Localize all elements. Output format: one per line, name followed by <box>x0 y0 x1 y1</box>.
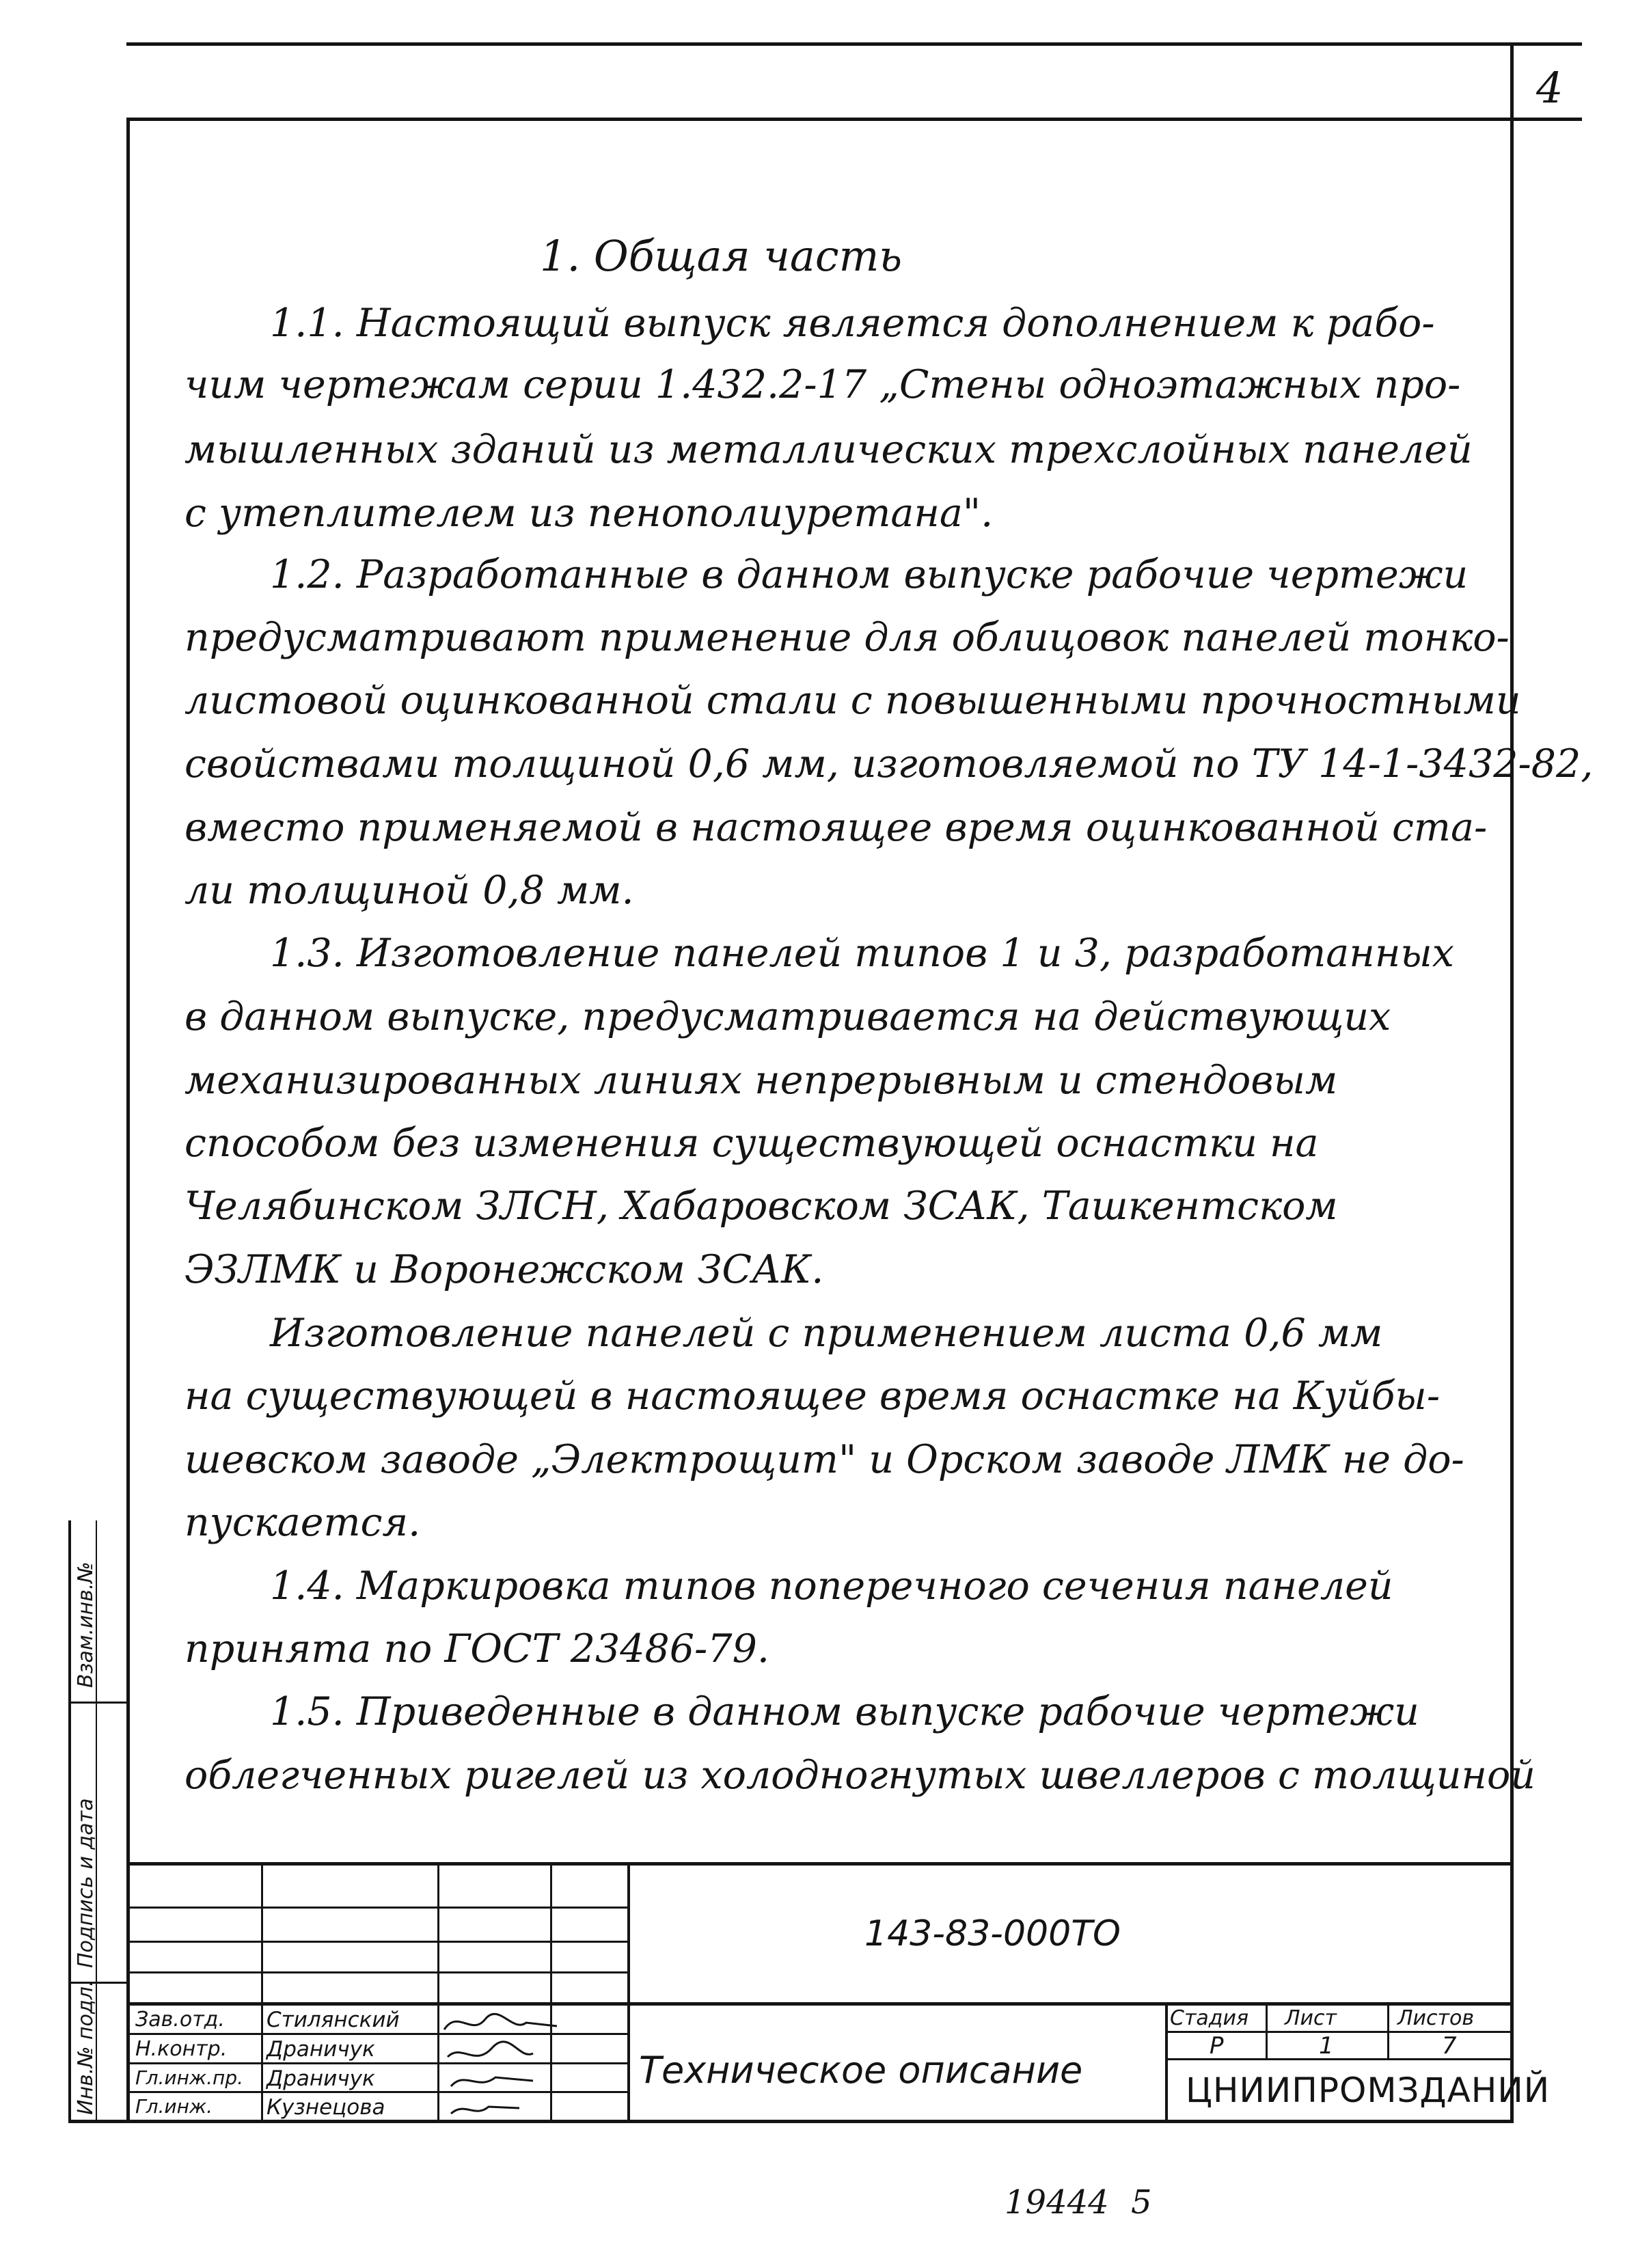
organization-name: ЦНИИПРОМЗДАНИЙ <box>1186 2071 1551 2110</box>
paragraph-line: свойствами толщиной 0,6 мм, изготовляемой по ТУ 14-1-3432-82, <box>185 741 1594 787</box>
paragraph-line: 1.2. Разработанные в данном выпуске рабочие чертежи <box>270 552 1469 597</box>
paragraph-line: на существующей в настоящее время оснастке на Куйбы- <box>185 1374 1441 1419</box>
paragraph-line: в данном выпуске, предусматривается на действующих <box>185 994 1391 1039</box>
frame-right <box>1510 42 1514 2123</box>
side-stamp-inventory: Инв.№ подл. <box>74 1980 98 2115</box>
signature <box>448 2042 533 2057</box>
paragraph-line: 1.4. Маркировка типов поперечного сечения панелей <box>270 1563 1393 1609</box>
paragraph-line: облегченных ригелей из холодногнутых швеллеров с толщиной <box>185 1753 1535 1798</box>
paragraph-line: ли толщиной 0,8 мм. <box>185 868 634 913</box>
paragraph-line: пускается. <box>185 1500 421 1545</box>
paragraph-line: Изготовление панелей с применением листа 0,6 мм <box>270 1311 1383 1356</box>
sheet-header: Лист <box>1285 2006 1337 2030</box>
person-name: Драничук <box>267 2066 375 2091</box>
paragraph-line: вместо применяемой в настоящее время оцинкованной ста- <box>185 805 1488 850</box>
paragraph-line: 1.5. Приведенные в данном выпуске рабочие чертежи <box>270 1689 1419 1734</box>
document-code: 143-83-000ТО <box>864 1913 1121 1954</box>
paragraph-line: ЭЗЛМК и Воронежском ЗСАК. <box>185 1247 824 1292</box>
paragraph-line: 1.3. Изготовление панелей типов 1 и 3, разработанных <box>270 931 1454 976</box>
paragraph-line: принята по ГОСТ 23486-79. <box>185 1626 769 1671</box>
person-name: Стилянский <box>267 2008 400 2032</box>
title-block-top <box>130 1862 1510 1866</box>
side-stamp-divider <box>68 1702 130 1704</box>
sheet-corner-number: 4 <box>1536 63 1564 113</box>
title-block-hline <box>130 1971 629 1973</box>
frame-left <box>126 118 130 2123</box>
signature <box>451 2107 519 2114</box>
side-stamp-replacement: Взам.инв.№ <box>74 1561 98 1688</box>
stage-area-left <box>1165 2002 1168 2122</box>
person-name: Драничук <box>267 2037 375 2062</box>
side-stamp-signature-date: Подпись и дата <box>74 1798 98 1968</box>
frame-top <box>126 118 1582 121</box>
role-label: Гл.инж. <box>135 2095 213 2118</box>
paragraph-line: Челябинском ЗЛСН, Хабаровском ЗСАК, Ташкентском <box>185 1184 1338 1229</box>
paragraph-line: 1.1. Настоящий выпуск является дополнением к рабо- <box>270 301 1435 346</box>
stage-area-vline <box>1387 2002 1389 2060</box>
title-block-hline <box>130 1941 629 1943</box>
paragraph-line: механизированных линиях непрерывным и стендовым <box>185 1058 1338 1103</box>
signature-scribbles <box>437 2006 560 2122</box>
title-block-vline <box>261 1862 263 2122</box>
role-label: Н.контр. <box>135 2037 228 2061</box>
role-label: Гл.инж.пр. <box>135 2066 244 2089</box>
stage-value: Р <box>1210 2032 1224 2060</box>
paragraph-line: предусматривают применение для облицовок панелей тонко- <box>185 615 1510 660</box>
paragraph-line: чим чертежам серии 1.432.2-17 „Стены одноэтажных про- <box>185 362 1461 407</box>
sheets-header: Листов <box>1397 2006 1475 2030</box>
title-block-vline <box>627 1862 630 2122</box>
paragraph-line: способом без изменения существующей оснастки на <box>185 1121 1319 1166</box>
sheets-value: 7 <box>1442 2032 1457 2060</box>
paragraph-line: мышленных зданий из металлических трехслойных панелей <box>185 427 1473 472</box>
stage-header: Стадия <box>1170 2006 1249 2030</box>
frame-top-rule <box>126 42 1582 46</box>
title-block-hline <box>130 1907 629 1909</box>
role-label: Зав.отд. <box>135 2008 225 2032</box>
stamp-left <box>68 1520 71 2123</box>
stage-area-vline <box>1266 2002 1268 2060</box>
sheet-value: 1 <box>1319 2032 1334 2060</box>
section-heading: 1. Общая часть <box>540 231 903 281</box>
person-name: Кузнецова <box>267 2095 385 2120</box>
signature <box>444 2014 557 2030</box>
footer-number: 19444 <box>1005 2183 1109 2222</box>
paragraph-line: шевском заводе „Электрощит" и Орском заводе ЛМК не до- <box>185 1437 1464 1482</box>
paragraph-line: с утеплителем из пенополиуретана". <box>185 491 994 536</box>
signature <box>451 2077 533 2086</box>
footer-page: 5 <box>1131 2183 1152 2222</box>
title-block-mid <box>130 2002 1510 2006</box>
document-title: Техническое описание <box>639 2049 1083 2092</box>
paragraph-line: листовой оцинкованной стали с повышенными прочностными <box>185 678 1521 723</box>
frame-bottom <box>68 2120 1514 2123</box>
